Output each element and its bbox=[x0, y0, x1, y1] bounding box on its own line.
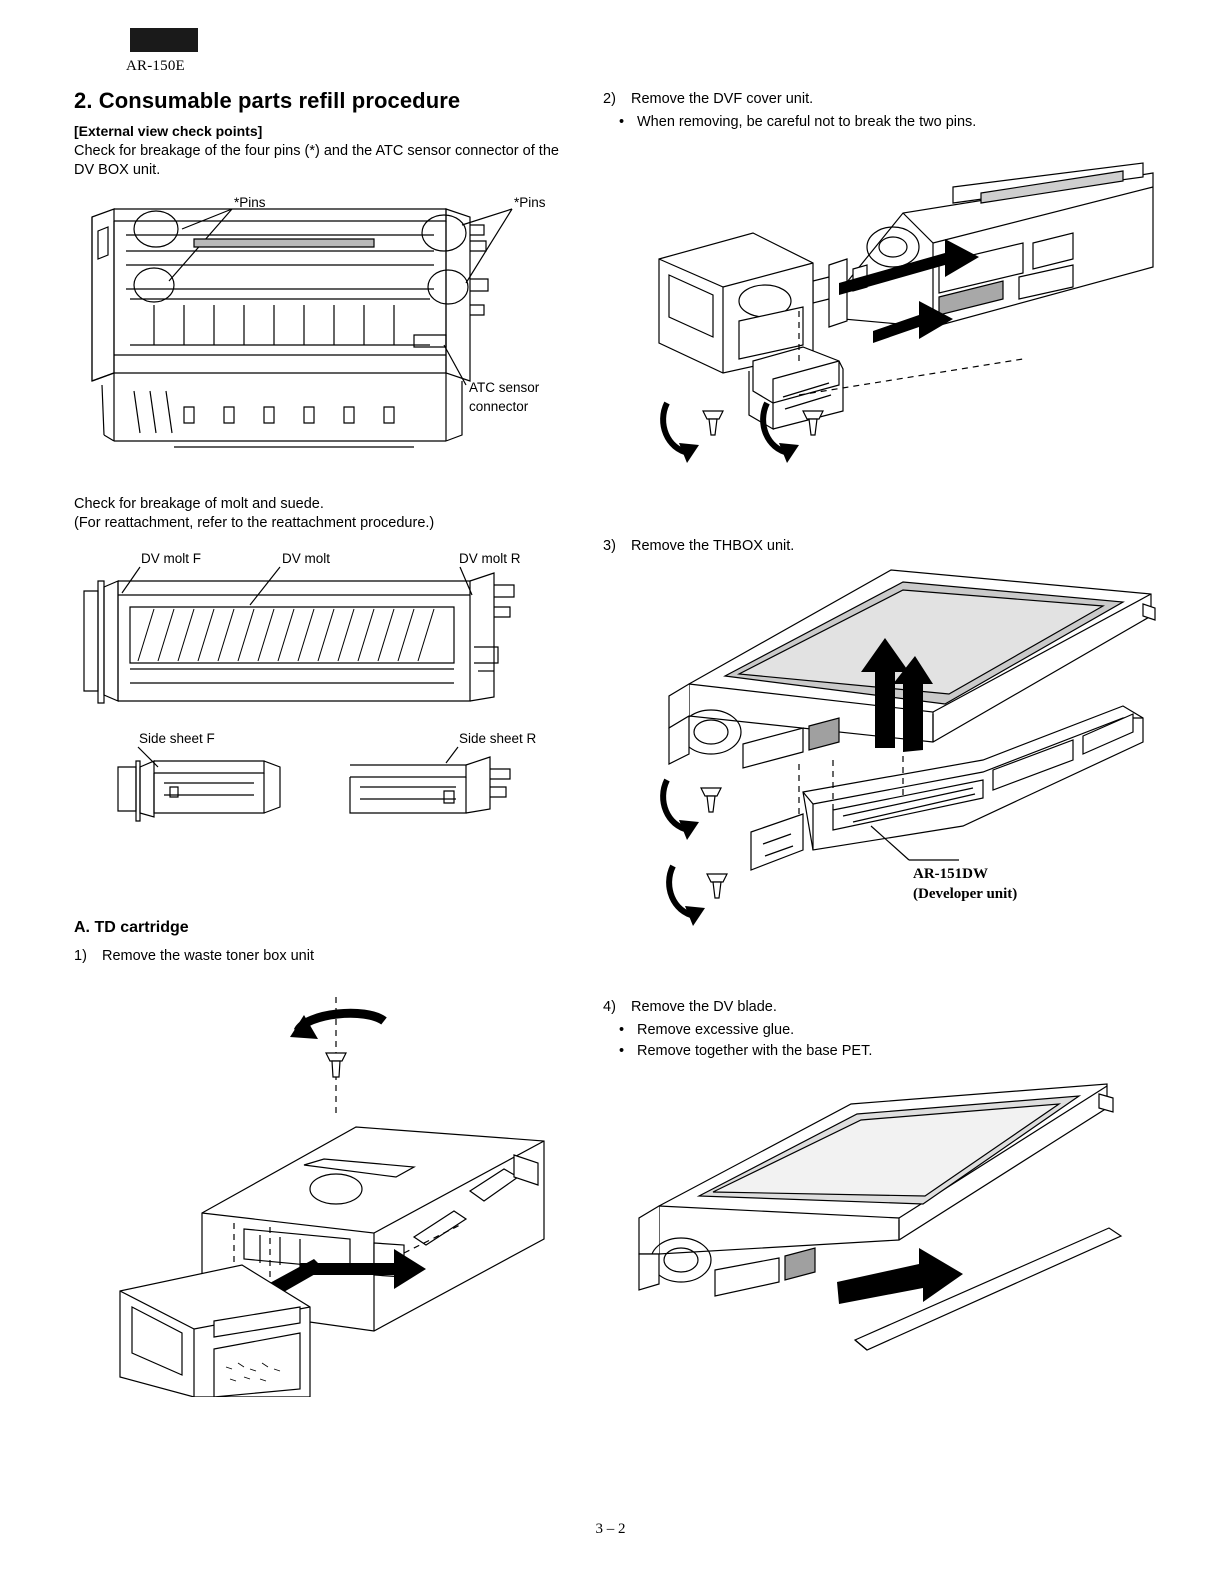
step-3-number: 3) bbox=[603, 537, 616, 554]
figure-waste-toner-box bbox=[74, 977, 574, 1397]
model-label: AR-150E bbox=[126, 58, 185, 74]
step-1 bbox=[74, 947, 574, 967]
section-title: 2. Consumable parts refill procedure bbox=[74, 88, 461, 113]
figure-dvf-cover-removal bbox=[603, 147, 1163, 477]
figure-dv-blade-removal bbox=[603, 1078, 1163, 1378]
caption-desc: (Developer unit) bbox=[913, 886, 1018, 903]
caption-model: AR-151DW bbox=[913, 866, 988, 883]
intro-paragraph: Check for breakage of the four pins (*) and the ATC sensor connector of the DV BOX unit. bbox=[74, 143, 559, 179]
label-dv-molt-r: DV molt R bbox=[459, 551, 521, 567]
step-4-bullet-2: • Remove together with the base PET. bbox=[603, 1041, 1163, 1062]
thbox-drawing bbox=[603, 564, 1163, 964]
step-1-text: Remove the waste toner box unit bbox=[102, 948, 314, 965]
step-2 bbox=[603, 90, 1163, 110]
step-3-text: Remove the THBOX unit. bbox=[631, 537, 795, 554]
dvf-cover-drawing bbox=[603, 147, 1163, 477]
step-2-text: Remove the DVF cover unit. bbox=[631, 91, 814, 107]
molt-note-line2: (For reattachment, refer to the reattachment procedure.) bbox=[74, 514, 435, 531]
step-1-number: 1) bbox=[74, 948, 87, 965]
step-2-number: 2) bbox=[603, 91, 616, 107]
label-pins-right: *Pins bbox=[514, 194, 546, 210]
step-2-bullet-1: • When removing, be careful not to break the two pins. bbox=[603, 112, 1163, 133]
step-4 bbox=[603, 998, 1163, 1018]
figure-dv-box-unit bbox=[74, 195, 574, 495]
figure-thbox-removal bbox=[603, 564, 1163, 964]
left-column bbox=[74, 88, 574, 1397]
step-2-bullets bbox=[603, 112, 1163, 133]
step-4-text: Remove the DV blade. bbox=[631, 999, 777, 1016]
right-column bbox=[603, 90, 1163, 1378]
label-atc-sensor-line2: connector bbox=[469, 398, 529, 414]
step-4-number: 4) bbox=[603, 999, 616, 1016]
molt-note-line1: Check for breakage of molt and suede. bbox=[74, 495, 324, 512]
label-pins-left: *Pins bbox=[234, 194, 266, 210]
step-4-bullets bbox=[603, 1020, 1163, 1062]
external-view-check-points-heading: [External view check points] bbox=[74, 123, 263, 139]
label-dv-molt-f: DV molt F bbox=[141, 551, 202, 567]
figure-dv-molt bbox=[74, 551, 574, 891]
label-atc-sensor-line1: ATC sensor bbox=[469, 379, 540, 395]
model-tab-block bbox=[130, 28, 198, 52]
dv-molt-drawing bbox=[74, 551, 574, 891]
label-side-sheet-r: Side sheet R bbox=[459, 731, 537, 747]
waste-toner-box-drawing bbox=[74, 977, 574, 1397]
label-side-sheet-f: Side sheet F bbox=[139, 731, 215, 747]
dv-blade-drawing bbox=[603, 1078, 1163, 1378]
td-cartridge-heading: A. TD cartridge bbox=[74, 919, 189, 937]
developer-unit-caption bbox=[913, 864, 1017, 905]
step-3 bbox=[603, 537, 1163, 557]
step-4-bullet-1: • Remove excessive glue. bbox=[603, 1020, 1163, 1041]
dv-box-unit-drawing bbox=[74, 195, 574, 495]
page-number: 3 – 2 bbox=[595, 1521, 626, 1537]
label-dv-molt: DV molt bbox=[282, 551, 331, 567]
